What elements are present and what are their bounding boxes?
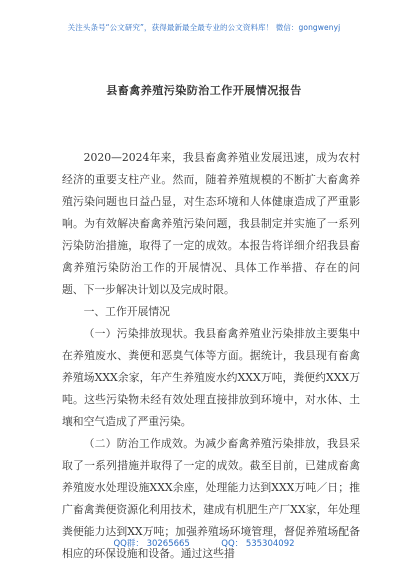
- document-body: [62, 147, 360, 565]
- intro-paragraph: 2020—2024年来，我县畜禽养殖业发展迅速，成为农村经济的重要支柱产业。然而，随着养殖规模的不断扩大畜禽养殖污染问题也日益凸显，对生态环境和人体健康造成了严重影响。为有效解决畜禽养殖污染问题，我县制定并实施了一系列污染防治措施，取得了一定的成效。本报告将详细介绍我县畜禽养殖污染防治工作的开展情况、具体工作举措、存在的问题、下一步解决计划以及完成时限。: [62, 151, 360, 296]
- footer-qq-contact: QQ： 535304092: [221, 539, 295, 549]
- document-title: 县畜禽养殖污染防治工作开展情况报告: [106, 84, 302, 97]
- footer-qq-group: QQ群： 30265665: [113, 539, 190, 549]
- paragraph-emission-status: （一）污染排放现状。我县畜禽养殖业污染排放主要集中在养殖废水、粪便和恶臭气体等方面。据统计，我县现有畜禽养殖场XXX余家，年产生养殖废水约XXX万吨，粪便约XXX万吨。这些污染物未经有效处理直接排放到环境中，对水体、土壤和空气造成了严重污染。: [62, 327, 360, 428]
- paragraph-prevention-results: （二）防治工作成效。为减少畜禽养殖污染排放，我县采取了一系列措施并取得了一定的成效。截至目前，已建成畜禽养殖废水处理设施XXX余座，处理能力达到XXX万吨／日；推广畜禽粪便资源化利用技术，建成有机肥生产厂XX家，年处理粪便能力达到XX万吨；加强养殖场环境管理，督促养殖场配备相应的环保设施和设备。通过这些措: [62, 437, 360, 560]
- promo-banner: 关注头条号“公文研究”，获得最新最全最专业的公文资料库！ 微信：gongwenyj: [67, 23, 341, 32]
- section-heading: 一、工作开展情况: [83, 305, 170, 318]
- contact-footer: [0, 537, 408, 549]
